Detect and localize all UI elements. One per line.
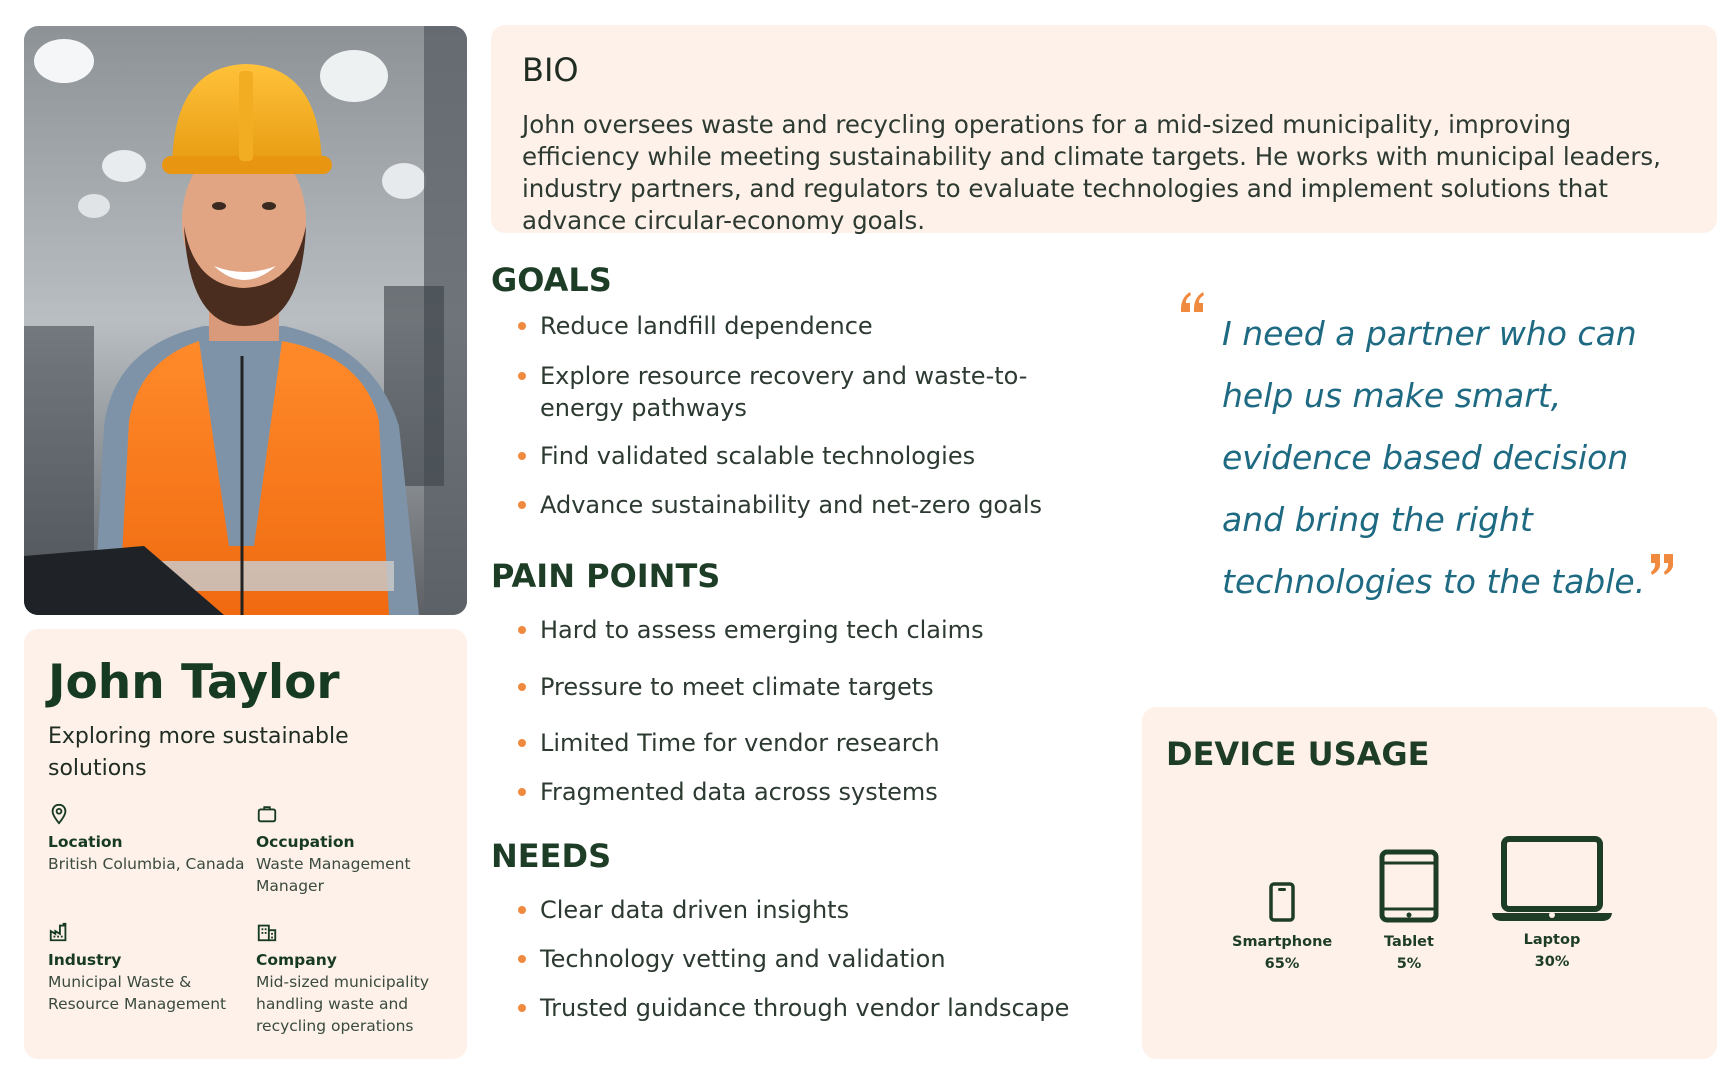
need-item: Technology vetting and validation bbox=[540, 943, 1120, 975]
pain-points-title: PAIN POINTS bbox=[491, 557, 721, 595]
laptop-percent: 30% bbox=[1534, 954, 1570, 970]
tablet-label: Tablet bbox=[1384, 934, 1434, 950]
location-info bbox=[48, 803, 248, 875]
bio-card bbox=[491, 25, 1717, 233]
open-quote-icon bbox=[1178, 288, 1206, 316]
factory-icon bbox=[48, 921, 70, 943]
persona-quote: I need a partner who can help us make smart, evidence based decision and bring the right technologies to the table. bbox=[1222, 314, 1646, 601]
company-info bbox=[256, 921, 446, 1037]
pain-point-item: Limited Time for vendor research bbox=[540, 727, 1100, 759]
tablet-icon bbox=[1378, 849, 1440, 923]
persona-tagline: Exploring more sustainable solutions bbox=[48, 724, 349, 781]
industry-label: Industry bbox=[48, 951, 122, 969]
bio-text: John oversees waste and recycling operations for a mid-sized municipality, improving efficiency while meeting sustainability and climate targets. He works with municipal leaders, industry partners, and regulators to evaluate technologies and implement solutions that advance circular-economy goals. bbox=[522, 110, 1661, 235]
persona-name: John Taylor bbox=[48, 655, 340, 710]
goals-title: GOALS bbox=[491, 261, 612, 299]
occupation-label: Occupation bbox=[256, 833, 355, 851]
office-building-icon bbox=[256, 921, 278, 943]
device-laptop bbox=[1490, 835, 1614, 973]
device-smartphone bbox=[1232, 881, 1332, 975]
tablet-percent: 5% bbox=[1396, 956, 1422, 972]
device-tablet bbox=[1374, 849, 1444, 975]
needs-title: NEEDS bbox=[491, 837, 612, 875]
pain-point-item: Pressure to meet climate targets bbox=[540, 671, 1100, 703]
industry-info bbox=[48, 921, 233, 1015]
location-pin-icon bbox=[48, 803, 70, 825]
location-label: Location bbox=[48, 833, 123, 851]
need-item: Clear data driven insights bbox=[540, 894, 1120, 926]
occupation-info bbox=[256, 803, 446, 897]
device-usage-title: DEVICE USAGE bbox=[1166, 735, 1430, 773]
pain-point-item: Fragmented data across systems bbox=[540, 776, 1100, 808]
goal-item: Reduce landfill dependence bbox=[540, 310, 1100, 342]
need-item: Trusted guidance through vendor landscape bbox=[540, 992, 1120, 1024]
persona-photo bbox=[24, 26, 467, 615]
briefcase-icon bbox=[256, 803, 278, 825]
pain-point-item: Hard to assess emerging tech claims bbox=[540, 614, 1100, 646]
industry-value: Municipal Waste & Resource Management bbox=[48, 973, 227, 1013]
smartphone-icon bbox=[1267, 881, 1297, 923]
company-label: Company bbox=[256, 951, 337, 969]
smartphone-label: Smartphone bbox=[1232, 934, 1333, 950]
laptop-label: Laptop bbox=[1523, 932, 1581, 948]
smartphone-percent: 65% bbox=[1264, 956, 1300, 972]
laptop-icon bbox=[1490, 835, 1614, 923]
company-value: Mid-sized municipality handling waste and recycling operations bbox=[256, 973, 430, 1035]
goal-item: Explore resource recovery and waste-to-energy pathways bbox=[540, 360, 1100, 424]
bio-title: BIO bbox=[522, 51, 579, 89]
goal-item: Find validated scalable technologies bbox=[540, 440, 1100, 472]
close-quote-icon bbox=[1648, 550, 1676, 578]
goal-item: Advance sustainability and net-zero goals bbox=[540, 489, 1100, 521]
occupation-value: Waste Management Manager bbox=[256, 855, 411, 895]
profile-card bbox=[24, 629, 467, 1059]
device-usage-card bbox=[1142, 707, 1717, 1059]
location-value: British Columbia, Canada bbox=[48, 855, 245, 873]
